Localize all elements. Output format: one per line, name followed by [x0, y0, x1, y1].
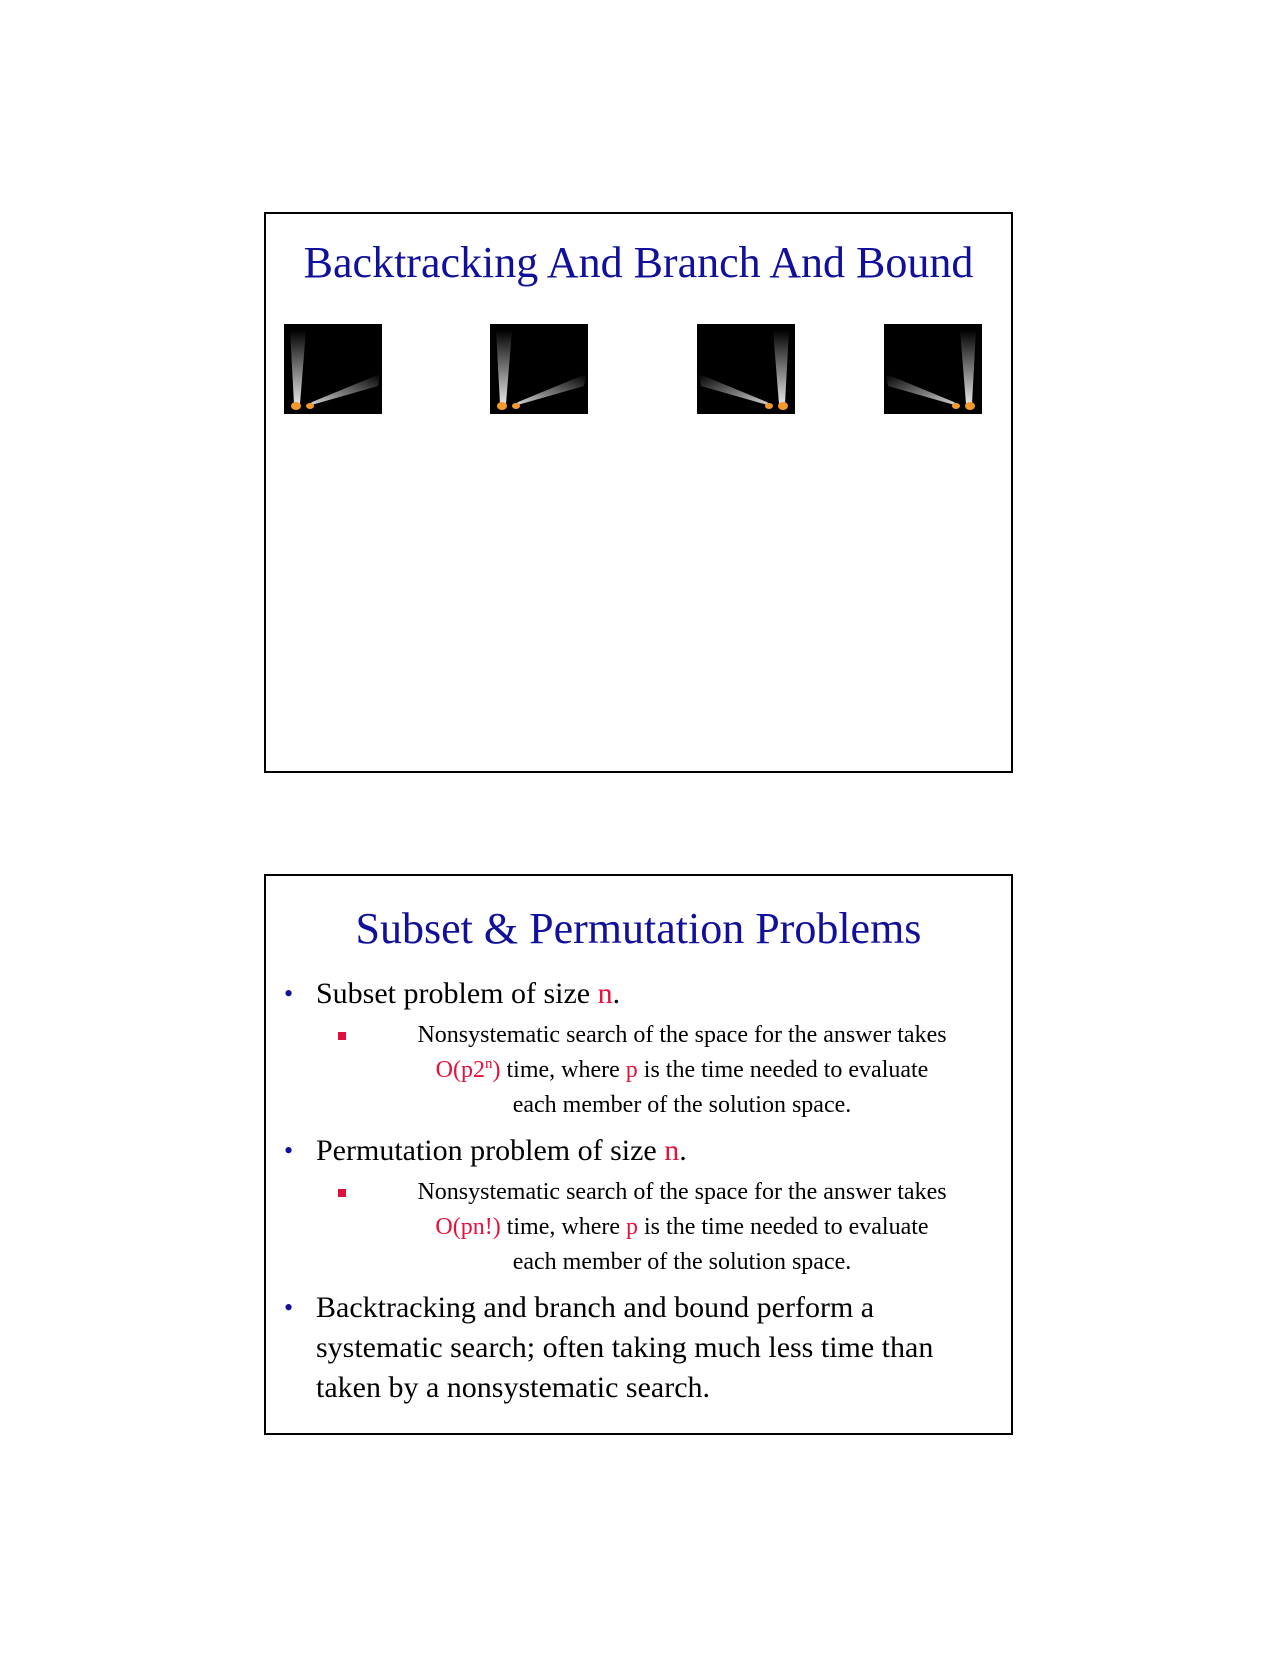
spotlight-icon	[284, 324, 382, 414]
bullet-item: • Backtracking and branch and bound perform a systematic search; often taking much less time than taken by a nonsystematic search.	[284, 1288, 946, 1408]
slide-1	[264, 212, 1013, 773]
spotlight-icon	[697, 324, 795, 414]
sub-bullet-item: Nonsystematic search of the space for the answer takes O(p2$^n$) time, where p is the time needed to evaluate each member of the solution space.	[352, 1018, 1012, 1123]
slide-title: Backtracking And Branch And Bound	[303, 238, 974, 287]
square-bullet-icon	[338, 1189, 346, 1197]
bullet-icon: •	[284, 1136, 294, 1165]
square-bullet-icon	[338, 1032, 346, 1040]
bullet-item: • Subset problem of size n.	[284, 974, 1004, 1014]
spotlight-icon	[884, 324, 982, 414]
bullet-list	[284, 974, 1004, 1408]
bullet-item: • Permutation problem of size n.	[284, 1131, 1004, 1171]
spotlight-icon	[490, 324, 588, 414]
slide-2	[264, 874, 1013, 1435]
slide-title: Subset & Permutation Problems	[355, 904, 922, 953]
bullet-icon: •	[284, 979, 294, 1008]
bullet-icon: •	[284, 1293, 294, 1322]
sub-bullet-item: Nonsystematic search of the space for the answer takes O(pn!) time, where p is the time needed to evaluate each member of the solution space.	[352, 1175, 1012, 1280]
